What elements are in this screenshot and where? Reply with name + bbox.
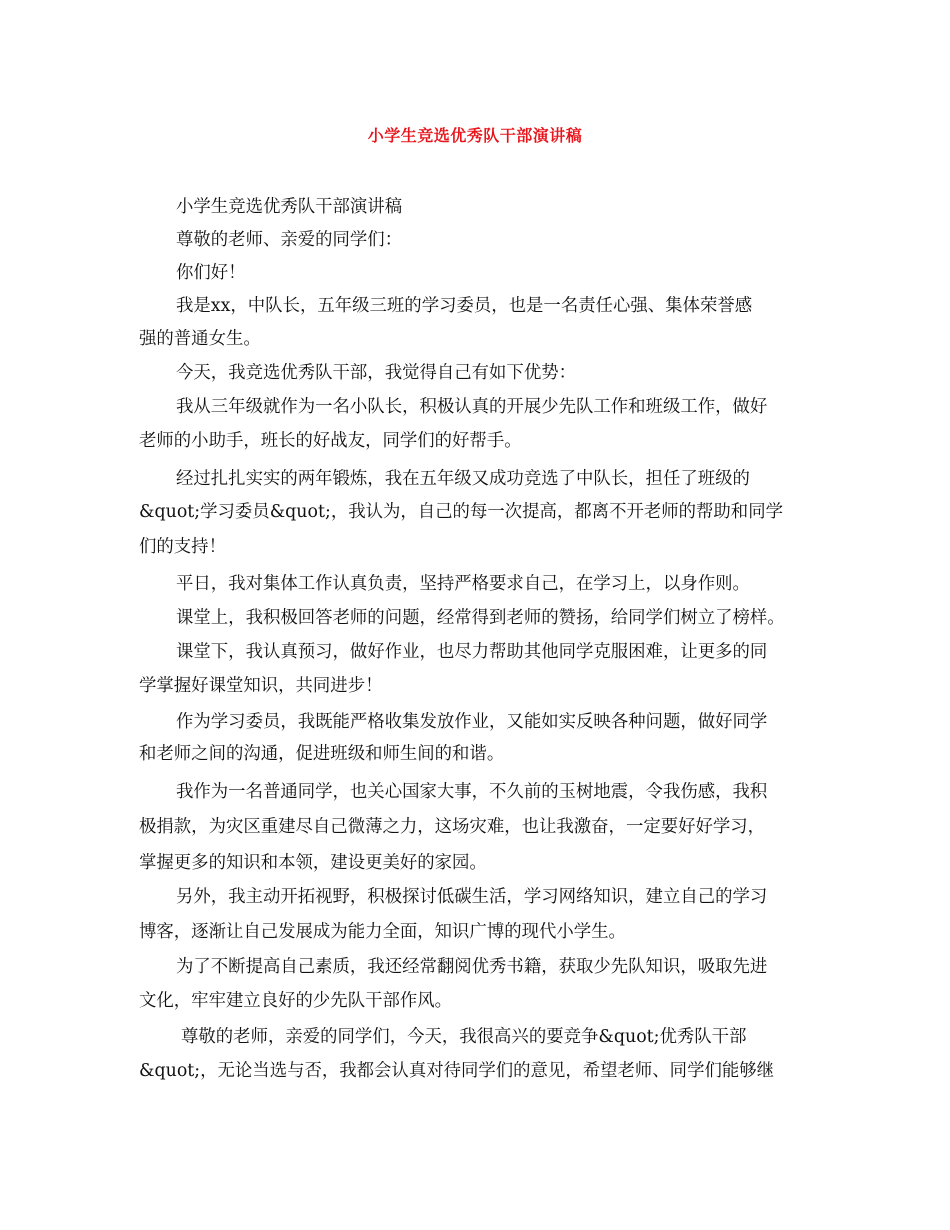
paragraph-line: 另外，我主动开拓视野，积极探讨低碳生活，学习网络知识，建立自己的学习 [176,887,768,907]
paragraph-line: 经过扎扎实实的两年锻炼，我在五年级又成功竞选了中队长，担任了班级的 [176,469,750,489]
paragraph-line: 平日，我对集体工作认真负责，坚持严格要求自己，在学习上，以身作则。 [176,574,750,594]
paragraph-line: 极捐款，为灾区重建尽自己微薄之力，这场灾难，也让我激奋，一定要好好学习， [139,817,766,837]
document-title: 小学生竞选优秀队干部演讲稿 [367,126,583,145]
paragraph-line: 我从三年级就作为一名小队长，积极认真的开展少先队工作和班级工作，做好 [176,397,768,417]
paragraph-line: 掌握更多的知识和本领，建设更美好的家园。 [139,853,487,873]
paragraph-line: 老师的小助手，班长的好战友，同学们的好帮手。 [139,431,522,451]
paragraph-line: 我作为一名普通同学，也关心国家大事，不久前的玉树地震，令我伤感，我积 [176,782,768,802]
paragraph-line: 课堂下，我认真预习，做好作业，也尽力帮助其他同学克服困难，让更多的同 [176,642,768,662]
paragraph-line: 课堂上，我积极回答老师的问题，经常得到老师的赞扬，给同学们树立了榜样。 [176,608,785,628]
paragraph-line: 作为学习委员，我既能严格收集发放作业，又能如实反映各种问题，做好同学 [176,712,768,732]
paragraph-line: 你们好！ [176,263,246,283]
paragraph-line: 学掌握好课堂知识，共同进步！ [139,676,383,696]
paragraph-line: 我是xx，中队长，五年级三班的学习委员，也是一名责任心强、集体荣誉感 [176,296,753,316]
paragraph-line: &quot;，无论当选与否，我都会认真对待同学们的意见，希望老师、同学们能够继 [139,1061,775,1081]
paragraph-line: 文化，牢牢建立良好的少先队干部作风。 [139,991,453,1011]
paragraph-line: 尊敬的老师、亲爱的同学们： [176,230,403,250]
paragraph-line: 强的普通女生。 [139,329,261,349]
paragraph-line: 博客，逐渐让自己发展成为能力全面，知识广博的现代小学生。 [139,922,626,942]
paragraph-line: 为了不断提高自己素质，我还经常翻阅优秀书籍，获取少先队知识，吸取先进 [176,957,768,977]
paragraph-line: &quot;学习委员&quot;，我认为，自己的每一次提高，都离不开老师的帮助和同学 [139,502,783,522]
paragraph-line: 尊敬的老师，亲爱的同学们，今天，我很高兴的要竞争&quot;优秀队干部 [181,1027,747,1047]
paragraph-line: 们的支持！ [139,537,226,557]
paragraph-line: 和老师之间的沟通，促进班级和师生间的和谐。 [139,744,505,764]
paragraph-line: 今天，我竞选优秀队干部，我觉得自己有如下优势： [176,363,576,383]
paragraph-line: 小学生竞选优秀队干部演讲稿 [176,197,403,217]
